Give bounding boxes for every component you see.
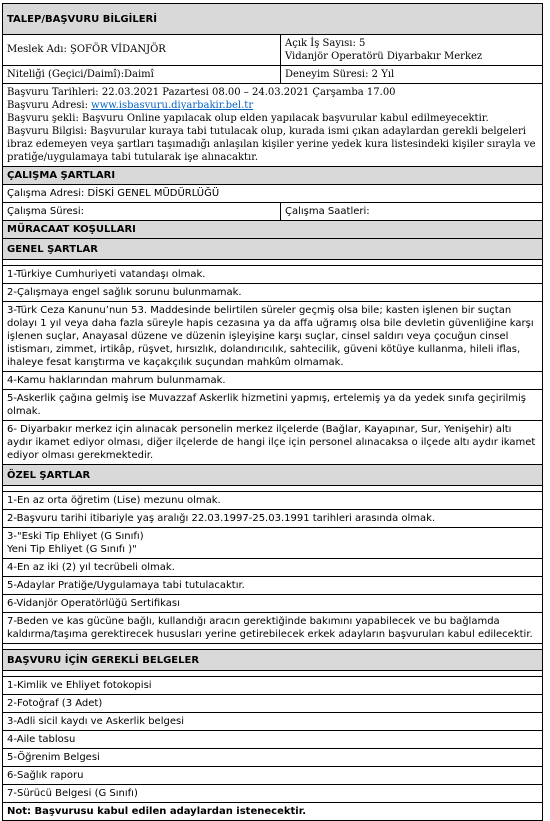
ozel-item: 6-Vidanjör Operatörlüğü Sertifikası bbox=[2, 595, 543, 613]
basvuru-adresi bbox=[7, 99, 538, 112]
muracaat-title: MÜRACAAT KOŞULLARI bbox=[2, 221, 543, 239]
calisma-adresi: Çalışma Adresi: DİSKİ GENEL MÜDÜRLÜĞÜ bbox=[2, 185, 543, 203]
deneyim-suresi: Deneyim Süresi: 2 Yıl bbox=[285, 69, 395, 80]
calisma-sartlari-title: ÇALIŞMA ŞARTLARI bbox=[2, 167, 543, 185]
basvuru-bilgileri bbox=[2, 84, 543, 167]
basvuru-sekli: Başvuru şekli: Başvuru Online yapılacak olup elden yapılacak başvurular kabul edilmeyecektir. bbox=[7, 113, 489, 124]
document bbox=[2, 3, 543, 821]
niteligi: Niteliği (Geçici/Daimî):Daimî bbox=[3, 66, 281, 83]
ozel-item: 4-En az iki (2) yıl tecrübeli olmak. bbox=[2, 559, 543, 577]
acik-is-sayisi: Açık İş Sayısı: 5 bbox=[285, 38, 366, 49]
ozel-item: 2-Başvuru tarihi itibariyle yaş aralığı 22.03.1997-25.03.1991 tarihleri arasında olmak. bbox=[2, 510, 543, 528]
ozel-item: 7-Beden ve kas gücüne bağlı, kullandığı aracın gerektiğinde bakımını yapabilecek ve bu bağlamda kaldırma/taşıma gerektirecek hususları yerine getirebilecek erkek adayların başvuruları kabul edilecektir. bbox=[2, 613, 543, 644]
genel-item: 5-Askerlik çağına gelmiş ise Muvazzaf Askerlik hizmetini yapmış, ertelemiş ya da yedek sınıfa geçirilmiş olmak. bbox=[2, 390, 543, 421]
page-title: TALEP/BAŞVURU BİLGİLERİ bbox=[2, 3, 543, 35]
calisma-suresi: Çalışma Süresi: bbox=[3, 203, 281, 220]
genel-item: 2-Çalışmaya engel sağlık sorunu bulunmamak. bbox=[2, 284, 543, 302]
genel-item: 4-Kamu haklarından mahrum bulunmamak. bbox=[2, 372, 543, 390]
basvuru-adresi-link[interactable]: www.isbasvuru.diyarbakir.bel.tr bbox=[91, 100, 254, 111]
calisma-saatleri: Çalışma Saatleri: bbox=[285, 206, 370, 217]
belge-item: 2-Fotoğraf (3 Adet) bbox=[2, 695, 543, 713]
calisma-sure-row bbox=[2, 203, 543, 221]
ozel-sartlar-title: ÖZEL ŞARTLAR bbox=[2, 465, 543, 486]
ozel-item: 1-En az orta öğretim (Lise) mezunu olmak. bbox=[2, 492, 543, 510]
genel-item: 1-Türkiye Cumhuriyeti vatandaşı olmak. bbox=[2, 266, 543, 284]
acik-is bbox=[281, 35, 542, 65]
genel-item: 3-Türk Ceza Kanunu’nun 53. Maddesinde belirtilen süreler geçmiş olsa bile; kasten işlenen bir suçtan dolayı 1 yıl veya daha fazla süreyle hapis cezasına ya da affa uğramış olsa bile devletin güvenliğine karşı işlenen suçlar, Anayasal düzene ve düzenin işleyişine karşı suçlar, cinsel saldırı veya çocuğun cinsel istismarı, zimmet, irtikâp, rüşvet, hırsızlık, dolandırıcılık, sahtecilik, güveni kötüye kullanma, hileli iflas, ihaleye fesat karıştırma ve kaçakçılık suçundan mahkûm olmamak. bbox=[2, 302, 543, 372]
belge-item: 3-Adli sicil kaydı ve Askerlik belgesi bbox=[2, 713, 543, 731]
genel-item: 6- Diyarbakır merkez için alınacak personelin merkez ilçelerde (Bağlar, Kayapınar, Sur, Yenişehir) altı aydır ikamet ediyor olması, diğer ilçelerde de hangi ilçe için personel alınacaksa o ilçede altı aydır ikamet ediyor olması gerekmektedir. bbox=[2, 421, 543, 465]
info-row-nitelik bbox=[2, 66, 543, 84]
ozel-item-ehliyet bbox=[2, 528, 543, 559]
belgeler-note: Not: Başvurusu kabul edilen adaylardan istenecektir. bbox=[2, 803, 543, 821]
ozel-item: 3-"Eski Tip Ehliyet (G Sınıfı) bbox=[7, 531, 144, 542]
belge-item: 6-Sağlık raporu bbox=[2, 767, 543, 785]
genel-sartlar-title: GENEL ŞARTLAR bbox=[2, 239, 543, 260]
belge-item: 4-Aile tablosu bbox=[2, 731, 543, 749]
ozel-item: Yeni Tip Ehliyet (G Sınıfı )" bbox=[7, 544, 137, 555]
info-row-meslek bbox=[2, 35, 543, 66]
belge-item: 7-Sürücü Belgesi (G Sınıfı) bbox=[2, 785, 543, 803]
belge-item: 5-Öğrenim Belgesi bbox=[2, 749, 543, 767]
basvuru-bilgisi: Başvuru Bilgisi: Başvurular kuraya tabi tutulacak olup, kurada ismi çıkan adaylardan gerekli belgeleri ibraz edemeyen veya şartları taşımadığı anlaşılan kişiler yerine yedek kura listesindeki kişiler sırayla ve pratiğe/uygulamaya tabi tutularak işe alınacaktır. bbox=[7, 126, 536, 163]
basvuru-tarihleri: Başvuru Tarihleri: 22.03.2021 Pazartesi 08.00 – 24.03.2021 Çarşamba 17.00 bbox=[7, 87, 396, 98]
belgeler-title: BAŞVURU İÇİN GEREKLİ BELGELER bbox=[2, 650, 543, 671]
basvuru-adresi-label: Başvuru Adresi: bbox=[7, 100, 92, 111]
meslek-adi: Meslek Adı: ŞOFÖR VİDANJÖR bbox=[3, 35, 281, 65]
acik-is-yer: Vidanjör Operatörü Diyarbakır Merkez bbox=[285, 51, 483, 62]
ozel-item: 5-Adaylar Pratiğe/Uygulamaya tabi tutulacaktır. bbox=[2, 577, 543, 595]
belge-item: 1-Kimlik ve Ehliyet fotokopisi bbox=[2, 677, 543, 695]
